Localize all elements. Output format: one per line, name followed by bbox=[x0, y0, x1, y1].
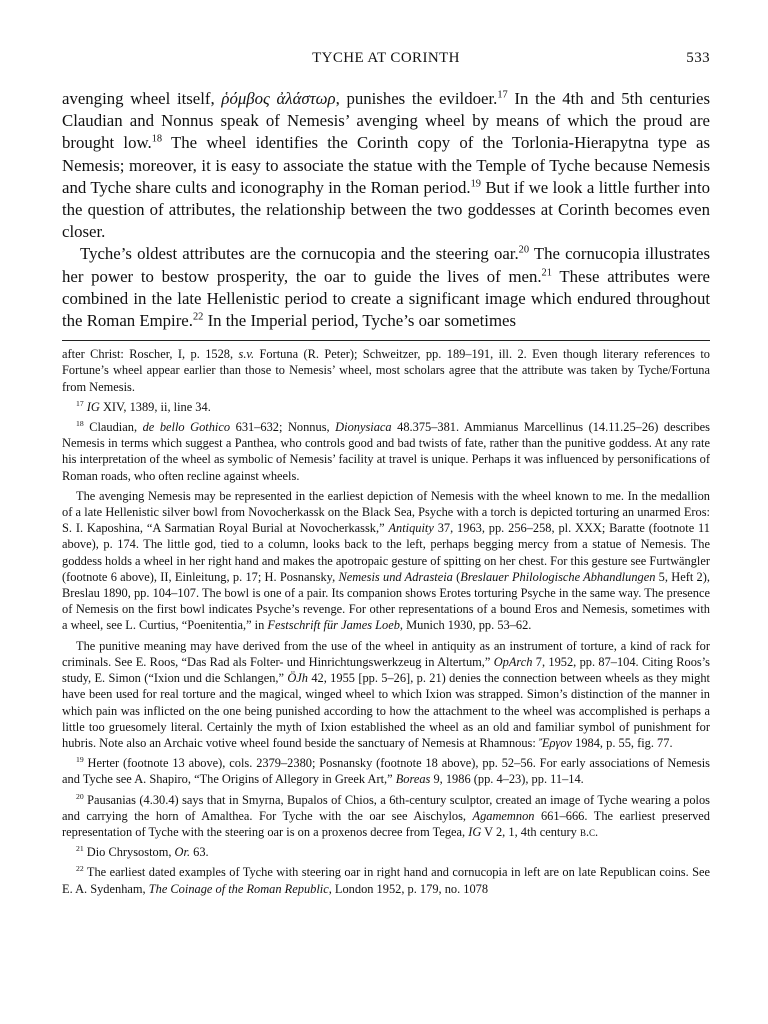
page-number: 533 bbox=[686, 50, 710, 66]
main-text: avenging wheel itself, ῥόμβος ἀλάστωρ, punishes the evildoer.$^{17}$ In the 4th and 5th centuries Claudian and Nonnus speak of Nemesis’ avenging wheel by means of which the proud are brought low.$^{18}$ The wheel identifies the Corinth copy of the Torlonia-Hierapytna type as Nemesis; moreover, it is easy to associate the statue with the Temple of Tyche because Nemesis and Tyche share cults and iconography in the Roman period.$^{19}$ But if we look a little further into the question of attributes, the relationship between the two goddesses at Corinth becomes even closer. Tyche’s oldest attributes are the cornucopia and the steering oar.$^{20}$ The cornucopia illustrates her power to bestow prosperity, the oar to guide the lives of men.$^{21}$ These attributes were combined in the late Hellenistic period to create a significant image which endured throughout the Roman Empire.$^{22}$ In the Imperial period, Tyche’s oar sometimes bbox=[62, 89, 711, 331]
footnotes: after Christ: Roscher, I, p. 1528, s.v. Fortuna (R. Peter); Schweitzer, pp. 189–191, ill. 2. Even though literary references to Fortune’s wheel appear earlier than those to Nemesis’ wheel, most scholars agree that the attribute was taken by Tyche/Fortuna from Nemesis. $^{17}$ IG XIV, 1389, ii, line 34. $^{18}$ Claudian, de bello Gothico 631–632; Nonnus, Dionysiaca 48.375–381. Ammianus Marcellinus (14.11.25–26) describes Nemesis in terms which suggest a Panthea, who controls good and bad twists of fate, rather than the punitive goddess. At any rate his interpretation of the wheel as symbolic of Nemesis’ facility at travel is unique. Perhaps it was influenced by personifications of Roman roads, who often recline against wheels. The avenging Nemesis may be represented in the earliest depiction of Nemesis with the wheel known to me. In the medallion of a late Hellenistic silver bowl from Novocherkassk on the Black Sea, Psyche with a torch is depicted torturing an unarmed Eros: S. I. Kaposhina, “A Sarmatian Royal Burial at Novocherkassk,” Antiquity 37, 1963, pp. 256–258, pl. XXX; Baratte (footnote 11 above), p. 174. The little god, tied to a column, looks back to the left, perhaps begging mercy from a statue of Nemesis. The goddess holds a wheel in her right hand and makes the apotropaic gesture of spitting on her chest. For this gesture see Furtwängler (footnote 6 above), II, Einleitung, p. 17; H. Posnansky, Nemesis und Adrasteia (Breslauer Philologische Abhandlungen 5, Heft 2), Breslau 1890, pp. 104–107. The bowl is one of a pair. Its companion shows Erotes torturing Psyche in the same way. The presence of Nemesis on the first bowl indicates Psyche’s revenge. For other representations of a bound Eros and Nemesis, sometimes with a wheel, see L. Curtius, “Poenitentia,” in Festschrift für James Loeb, Munich 1930, pp. 53–62. The punitive meaning may have derived from the use of the wheel in antiquity as an instrument of torture, a kind of rack for criminals. See E. Roos, “Das Rad als Folter- und Hinrichtungswerkzeug in Altertum,” OpArch 7, 1952, pp. 87–104. Citing Roos’s study, E. Simon (“Ixion und die Schlangen,” ÖJh 42, 1955 [pp. 5–26], p. 21) denies the connection between wheels as they might have been used for real torture and the magical, winged wheel to which Ixion was strapped. Simon’s distinction of the manner in which pain was inflicted on the one being punished according to how the attachment to the wheel was accomplished is perhaps a little too gruesomely literal. Certainly the myth of Ixion established the wheel as an old and familiar symbol of punishment for hubris. Note also an Archaic votive wheel found beside the sanctuary of Nemesis at Rhamnous: Ἔργον 1984, p. 55, fig. 77. $^{19}$ Herter (footnote 13 above), cols. 2379–2380; Posnansky (footnote 18 above), pp. 52–56. For early associations of Nemesis and Tyche see A. Shapiro, “The Origins of Allegory in Greek Art,” Boreas 9, 1986 (pp. 4–23), pp. 11–14. $^{20}$ Pausanias (4.30.4) says that in Smyrna, Bupalos of Chios, a 6th-century sculptor, created an image of Tyche wearing a polos and carrying the horn of Amalthea. For Tyche with the oar see Aischylos, Agamemnon 661–666. The earliest preserved representation of Tyche with the steering oar is on a proxenos decree from Tegea, IG V 2, 1, 4th century b.c. $^{21}$ Dio Chrysostom, Or. 63. $^{22}$ The earliest dated examples of Tyche with steering oar in right hand and cornucopia in left are on late Republican coins. See E. A. Sydenham, The Coinage of the Roman Republic, London 1952, p. 179, no. 1078 bbox=[62, 347, 710, 896]
footnote-divider bbox=[62, 340, 710, 341]
page bbox=[62, 50, 710, 901]
running-title: TYCHE AT CORINTH bbox=[312, 50, 460, 66]
running-header bbox=[62, 50, 710, 72]
